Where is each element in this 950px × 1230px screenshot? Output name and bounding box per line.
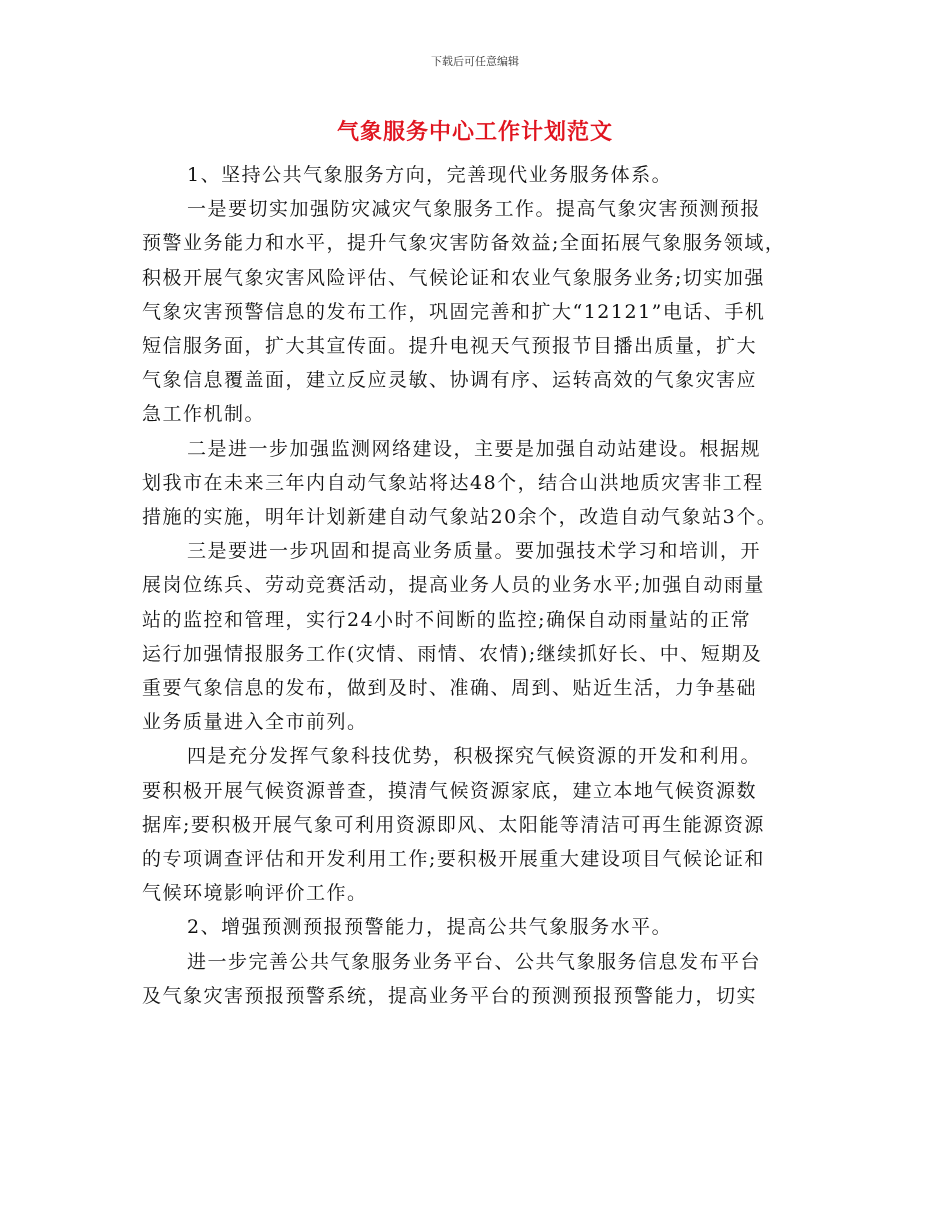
text-line: 措施的实施，明年计划新建自动气象站20余个，改造自动气象站3个。 [142, 506, 778, 529]
text-line: 气象灾害预警信息的发布工作，巩固完善和扩大“12121”电话、手机 [142, 300, 766, 323]
text-line: 二是进一步加强监测网络建设，主要是加强自动站建设。根据规 [187, 437, 762, 460]
document-body [142, 158, 812, 1013]
text-line: 据库;要积极开展气象可利用资源即风、太阳能等清洁可再生能源资源 [142, 813, 765, 836]
text-line: 预警业务能力和水平，提升气象灾害防备效益;全面拓展气象服务领域， [142, 232, 786, 255]
text-line: 积极开展气象灾害风险评估、气候论证和农业气象服务业务;切实加强 [142, 266, 765, 289]
paragraph [142, 739, 812, 910]
text-line: 气候环境影响评价工作。 [142, 882, 368, 905]
text-line: 1、坚持公共气象服务方向，完善现代业务服务体系。 [187, 164, 673, 186]
text-line: 一是要切实加强防灾减灾气象服务工作。提高气象灾害预测预报 [187, 198, 762, 221]
paragraph [142, 910, 812, 944]
text-line: 短信服务面，扩大其宣传面。提升电视天气预报节目播出质量，扩大 [142, 335, 758, 358]
text-line: 站的监控和管理，实行24小时不间断的监控;确保自动雨量站的正常 [142, 608, 752, 631]
text-line: 四是充分发挥气象科技优势，积极探究气候资源的开发和利用。 [187, 745, 762, 768]
text-line: 重要气象信息的发布，做到及时、准确、周到、贴近生活，力争基础 [142, 677, 758, 700]
text-line: 的专项调查评估和开发利用工作;要积极开展重大建设项目气候论证和 [142, 848, 765, 871]
paragraph [142, 432, 812, 535]
text-line: 气象信息覆盖面，建立反应灵敏、协调有序、运转高效的气象灾害应 [142, 369, 758, 392]
text-line: 业务质量进入全市前列。 [142, 711, 368, 734]
paragraph [142, 158, 812, 192]
document-title: 气象服务中心工作计划范文 [336, 120, 613, 145]
text-line: 急工作机制。 [142, 403, 266, 426]
paragraph [142, 192, 812, 431]
text-line: 要积极开展气候资源普查，摸清气候资源家底，建立本地气候资源数 [142, 779, 758, 802]
text-line: 进一步完善公共气象服务业务平台、公共气象服务信息发布平台 [187, 950, 762, 973]
paragraph [142, 534, 812, 739]
paragraph [142, 945, 812, 1013]
text-line: 三是要进一步巩固和提高业务质量。要加强技术学习和培训，开 [187, 540, 762, 563]
text-line: 展岗位练兵、劳动竞赛活动，提高业务人员的业务水平;加强自动雨量 [142, 574, 765, 597]
text-line: 运行加强情报服务工作(灾情、雨情、农情);继续抓好长、中、短期及 [142, 642, 763, 665]
text-line: 2、增强预测预报预警能力，提高公共气象服务水平。 [187, 916, 673, 939]
text-line: 划我市在未来三年内自动气象站将达48个，结合山洪地质灾害非工程 [142, 471, 764, 494]
text-line: 及气象灾害预报预警系统，提高业务平台的预测预报预警能力，切实 [142, 984, 758, 1007]
header-note: 下载后可任意编辑 [431, 55, 519, 68]
